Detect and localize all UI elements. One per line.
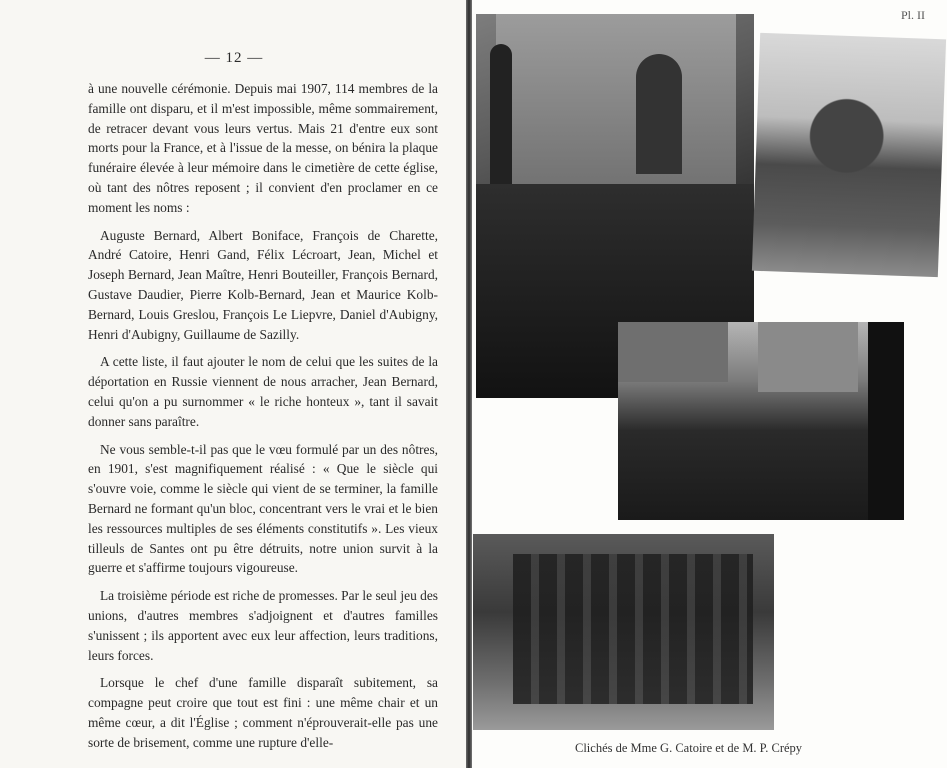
left-page	[0, 0, 468, 768]
paragraph-4: Ne vous semble-t-il pas que le vœu formulé par un des nôtres, en 1901, s'est magnifiquement réalisé : « Que le siècle qui s'ouvre voie, comme le siècle qui vient de se terminer, la famille Bernard ne formant qu'un bloc, concentrant vers le vrai et le bien les ressources multiples de ses éléments constitutifs ». Les vieux tilleuls de Santes ont pu être détruits, notre union survit à la guerre et s'affirme toujours vigoureuse.	[88, 441, 438, 576]
plate-label: Pl. II	[901, 8, 925, 22]
page-number: — 12 —	[204, 50, 264, 66]
paragraph-6: Lorsque le chef d'une famille disparaît subitement, sa compagne peut croire que tout est fini : une même chair et un même cœur, a dit l'Église ; comment n'éprouverait-elle pas une sorte de brisement, comme une rupture d'elle-	[88, 675, 438, 750]
photo-credits: Clichés de Mme G. Catoire et de M. P. Crépy	[575, 741, 803, 755]
photo-cemetery-group	[752, 33, 946, 277]
paragraph-names: Auguste Bernard, Albert Boniface, François de Charette, André Catoire, Henri Gand, Félix Lécroart, Jean, Michel et Joseph Bernard, Jean Maître, Henri Bouteiller, François Bernard, Gustave Daudier, Pierre Kolb-Bernard, Jean et Maurice Kolb-Bernard, Louis Greslou, François Le Liepvre, Daniel d'Aubigny, Henri d'Aubigny, Guillaume de Sazilly.	[88, 227, 438, 342]
photo-street-procession	[618, 322, 904, 520]
paragraph-1: à une nouvelle cérémonie. Depuis mai 1907, 114 membres de la famille ont disparu, et il m'est impossible, même sommairement, de retracer devant vous leurs vertus. Mais 21 d'entre eux sont morts pour la France, et à l'issue de la messe, on bénira la plaque funéraire élevée à leur mémoire dans le cimetière de cette église, où tant des nôtres reposent ; il convient d'en proclamer en ce moment les noms :	[88, 81, 438, 215]
paragraph-3: A cette liste, il faut ajouter le nom de celui que les suites de la déportation en Russie viennent de nous arracher, Jean Bernard, celui qu'on a pu surnommer « le riche honteux », tant il savait donner sans paraître.	[88, 354, 438, 429]
text-column	[88, 79, 438, 761]
photo-gathering	[473, 534, 774, 730]
paragraph-5: La troisième période est riche de promesses. Par le seul jeu des unions, d'autres membres s'adjoignent et d'autres familles s'unissent ; ils apportent avec eux leur affection, leurs traditions, leurs forces.	[88, 588, 438, 663]
